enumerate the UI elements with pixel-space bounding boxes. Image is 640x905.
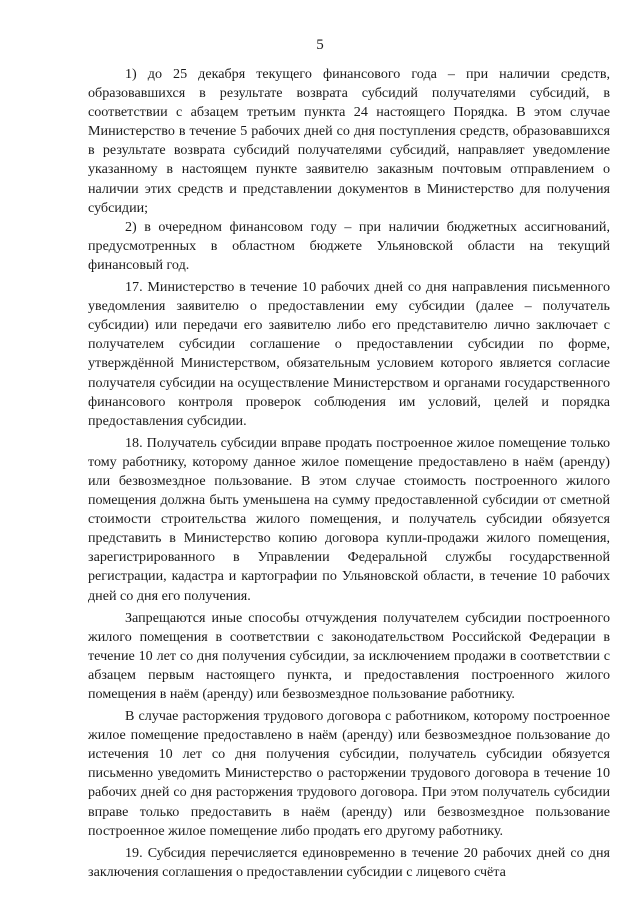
paragraph-clause-1: 1) до 25 декабря текущего финансового года – при наличии средств, образовавшихся в результате возврата субсидий получателями субсидий, в соответствии с абзацем третьим пункта 24 настоящего Порядка. В этом случае Министерство в течение 5 рабочих дней со дня поступления средств, образовавшихся в результате возврата субсидий получателями субсидий, направляет уведомление указанному в настоящем пункте заявителю заказным почтовым отправлением о наличии этих средств и представлении документов в Министерство для получения субсидии; [88, 66, 610, 216]
paragraph-item-19: 19. Субсидия перечисляется единовременно в течение 20 рабочих дней со дня заключения соглашения о предоставлении субсидии с лицевого счёта [88, 844, 610, 880]
paragraph-item-18: 18. Получатель субсидии вправе продать построенное жилое помещение только тому работнику, которому данное жилое помещение предоставлено в наём (аренду) или безвозмездное пользование. В этом случае стоимость построенного жилого помещения должна быть уменьшена на сумму предоставленной субсидии от сметной стоимости строительства жилого помещения, и получатель субсидии обязуется представить в Министерство копию договора купли-продажи жилого помещения, зарегистрированного в Управлении Федеральной службы государственной регистрации, кадастра и картографии по Ульяновской области, в течение 10 рабочих дней со дня его получения. [88, 434, 610, 604]
paragraph-contract-termination: В случае расторжения трудового договора с работником, которому построенное жилое помещение предоставлено в наём (аренду) или безвозмездное пользование до истечения 10 лет со дня получения субсидии, получатель субсидии обязуется письменно уведомить Министерство о расторжении трудового договора в течение 10 рабочих дней со дня расторжения трудового договора. При этом получатель субсидии вправе только предоставить в наём (аренду) или безвозмездное пользование построенное жилое помещение либо продать его другому работнику. [88, 708, 610, 839]
page-number: 5 [316, 37, 324, 53]
document-body [88, 65, 610, 882]
paragraph-item-17: 17. Министерство в течение 10 рабочих дней со дня направления письменного уведомления заявителю о предоставлении ему субсидии (далее – получатель субсидии) или передачи его заявителю либо его представителю лично заключает с получателем субсидии соглашение о предоставлении субсидии по форме, утверждённой Министерством, обязательным условием которого является согласие получателя субсидии на осуществление Министерством и органами государственного финансового контроля проверок соблюдения им условий, целей и порядка предоставления субсидии. [88, 279, 610, 429]
paragraph-clause-2: 2) в очередном финансовом году – при наличии бюджетных ассигнований, предусмотренных в областном бюджете Ульяновской области на текущий финансовый год. [88, 218, 610, 273]
paragraph-alienation-prohibition: Запрещаются иные способы отчуждения получателем субсидии построенного жилого помещения в соответствии с законодательством Российской Федерации в течение 10 лет со дня получения субсидии, за исключением продажи в соответствии с абзацем первым настоящего пункта, и предоставления построенного жилого помещения в наём (аренду) или безвозмездное пользование работнику. [88, 609, 610, 702]
